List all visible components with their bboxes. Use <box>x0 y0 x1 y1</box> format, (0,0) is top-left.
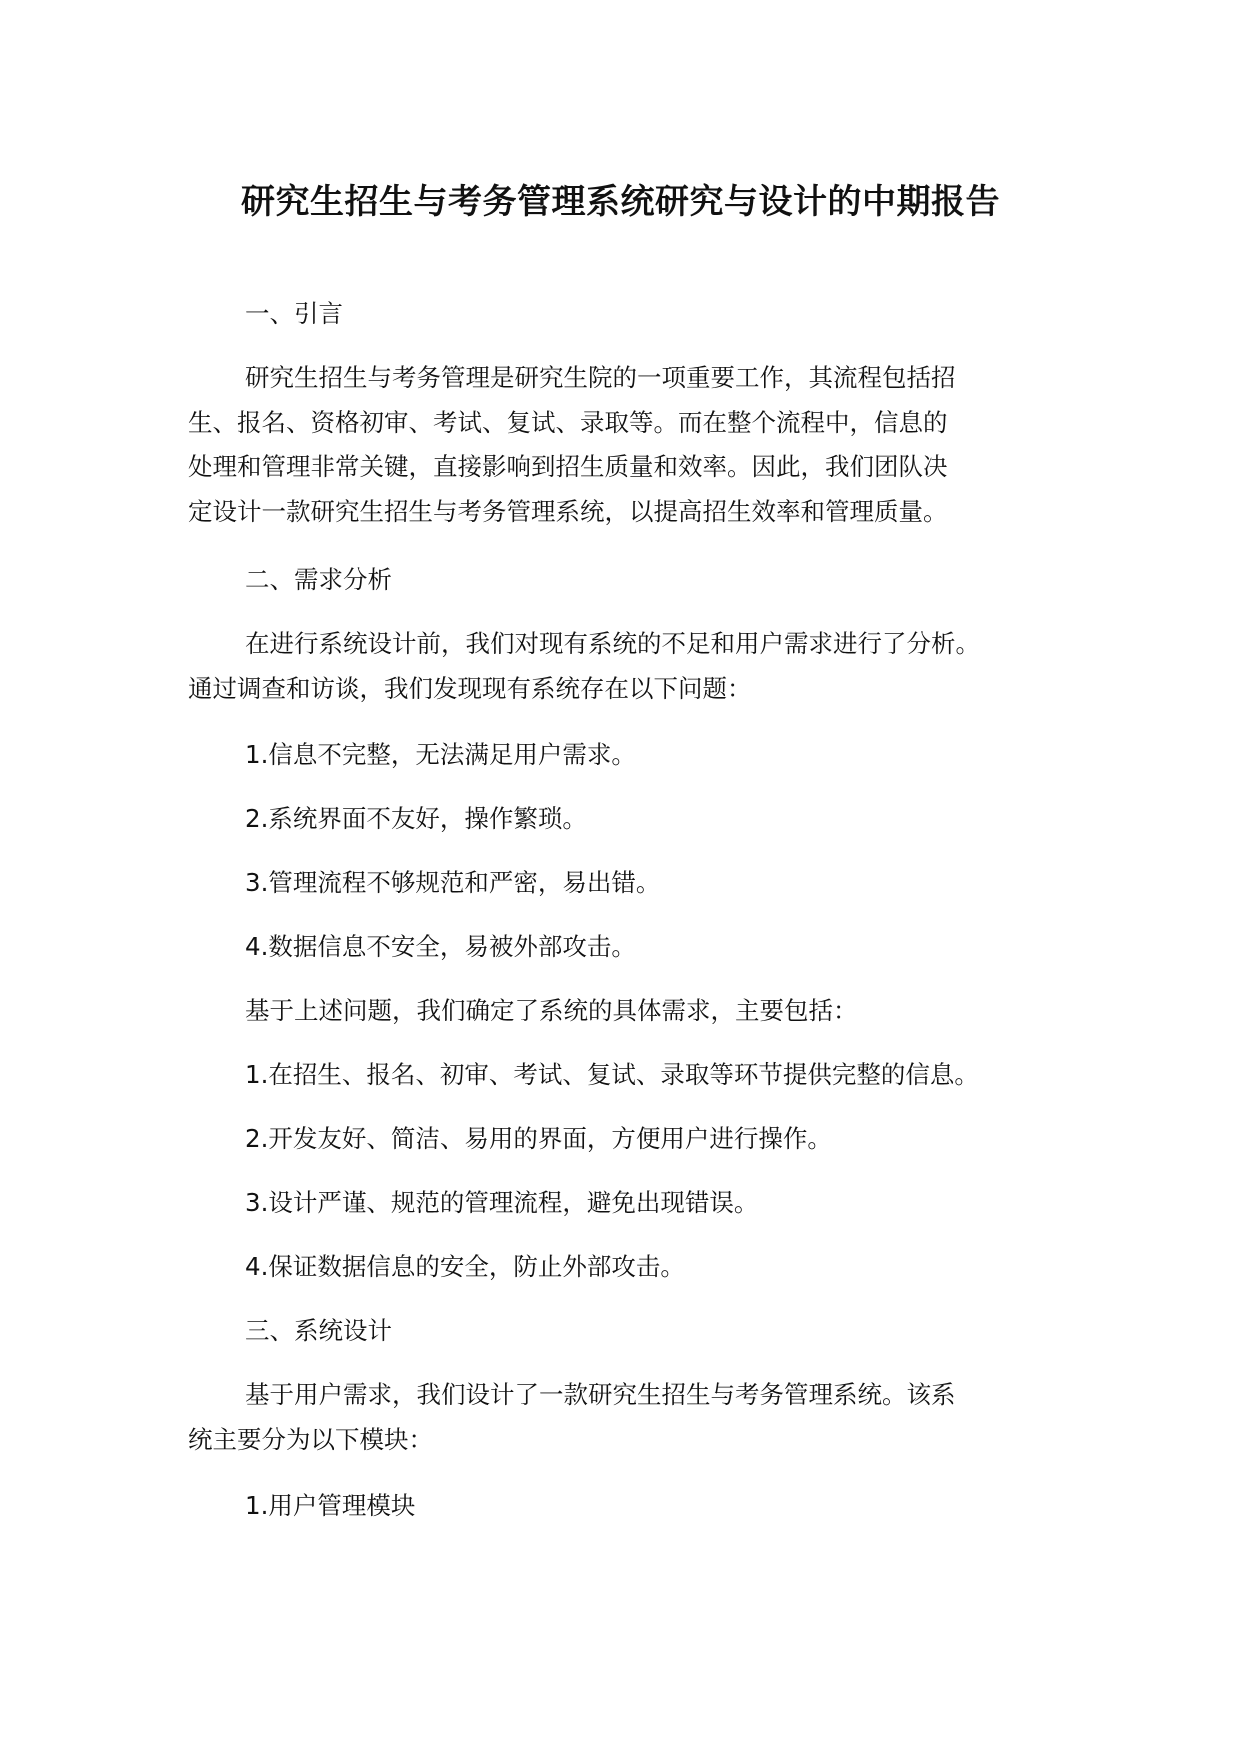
paragraph-line: 统主要分为以下模块： <box>188 1425 433 1454</box>
section-heading-system-design: 三、系统设计 <box>245 1316 392 1345</box>
paragraph-line: 定设计一款研究生招生与考务管理系统，以提高招生效率和管理质量。 <box>188 497 948 526</box>
module-list-item: 1.用户管理模块 <box>245 1491 416 1520</box>
problem-list-item: 1.信息不完整，无法满足用户需求。 <box>245 740 636 769</box>
section-heading-requirements-analysis: 二、需求分析 <box>245 565 392 594</box>
requirement-list-item: 1.在招生、报名、初审、考试、复试、录取等环节提供完整的信息。 <box>245 1060 979 1089</box>
paragraph-line: 在进行系统设计前，我们对现有系统的不足和用户需求进行了分析。 <box>245 629 980 658</box>
section-heading-introduction: 一、引言 <box>245 299 343 328</box>
paragraph-line: 通过调查和访谈，我们发现现有系统存在以下问题： <box>188 674 752 703</box>
paragraph-line: 基于用户需求，我们设计了一款研究生招生与考务管理系统。该系 <box>245 1380 956 1409</box>
problem-list-item: 2.系统界面不友好，操作繁琐。 <box>245 804 587 833</box>
requirement-list-item: 3.设计严谨、规范的管理流程，避免出现错误。 <box>245 1188 759 1217</box>
problem-list-item: 3.管理流程不够规范和严密，易出错。 <box>245 868 661 897</box>
requirement-list-item: 2.开发友好、简洁、易用的界面，方便用户进行操作。 <box>245 1124 832 1153</box>
paragraph-line: 研究生招生与考务管理是研究生院的一项重要工作，其流程包括招 <box>245 363 956 392</box>
paragraph-line: 基于上述问题，我们确定了系统的具体需求，主要包括： <box>245 996 858 1025</box>
paragraph-line: 处理和管理非常关键，直接影响到招生质量和效率。因此，我们团队决 <box>188 452 948 481</box>
paragraph-line: 生、报名、资格初审、考试、复试、录取等。而在整个流程中，信息的 <box>188 408 948 437</box>
requirement-list-item: 4.保证数据信息的安全，防止外部攻击。 <box>245 1252 685 1281</box>
document-title: 研究生招生与考务管理系统研究与设计的中期报告 <box>241 182 1000 222</box>
problem-list-item: 4.数据信息不安全，易被外部攻击。 <box>245 932 636 961</box>
